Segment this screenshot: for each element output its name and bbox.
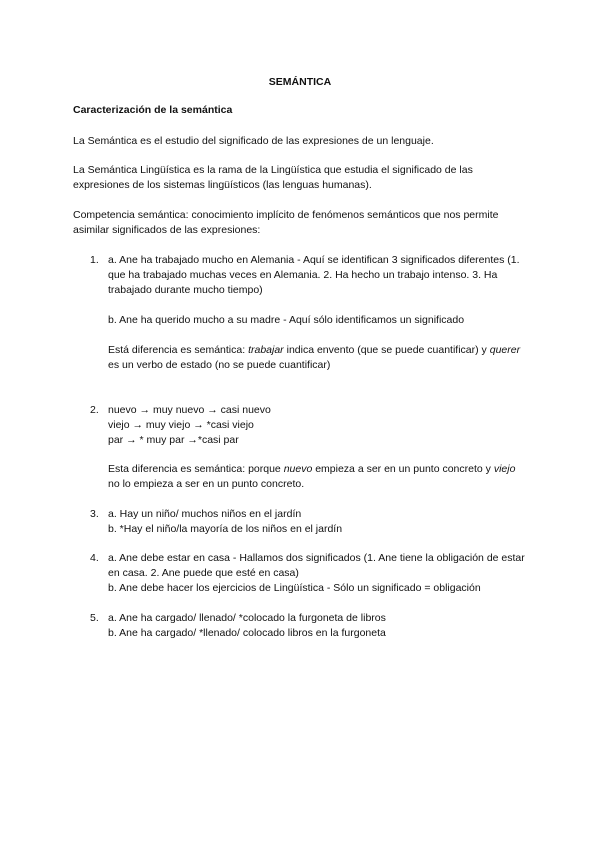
item1-a-line-3: trabajado durante mucho tiempo): [108, 284, 263, 296]
list-number-5: 5.: [90, 612, 99, 624]
item1-note-line-2: es un verbo de estado (no se puede cuantificar): [108, 359, 331, 371]
item1-b: b. Ane ha querido mucho a su madre - Aquí sólo identificamos un significado: [108, 314, 465, 326]
item5-line-1: a. Ane ha cargado/ llenado/ *colocado la furgoneta de libros: [108, 612, 386, 624]
item1-a-line-1: a. Ane ha trabajado mucho en Alemania - Aquí se identifican 3 significados diferentes (1.: [108, 254, 520, 266]
list-number-2: 2.: [90, 404, 99, 416]
item2-note-line-2: no lo empieza a ser en un punto concreto.: [108, 478, 305, 490]
item1-note-line-1: Está diferencia es semántica: trabajar indica envento (que se puede cuantificar) y querer: [108, 344, 521, 356]
paragraph-competence-line-1: Competencia semántica: conocimiento implícito de fenómenos semánticos que nos permite: [73, 209, 499, 221]
paragraph-linguistic-line-1: La Semántica Lingüística es la rama de la Lingüística que estudia el significado de las: [73, 164, 473, 176]
item3-line-2: b. *Hay el niño/la mayoría de los niños en el jardín: [108, 523, 343, 535]
item2-note-line-1: Esta diferencia es semántica: porque nuevo empieza a ser en un punto concreto y viejo: [108, 463, 516, 475]
item2-line-2: viejo → muy viejo → *casi viejo: [108, 419, 254, 431]
item4-line-3: b. Ane debe hacer los ejercicios de Lingüística - Sólo un significado = obligación: [108, 582, 481, 594]
list-number-1: 1.: [90, 254, 99, 266]
item1-a-line-2: que ha trabajado muchas veces en Alemania. 2. Ha hecho un trabajo intenso. 3. Ha: [108, 269, 498, 281]
page-title: SEMÁNTICA: [268, 76, 332, 88]
paragraph-definition: La Semántica es el estudio del significado de las expresiones de un lenguaje.: [73, 135, 434, 147]
item2-line-1: nuevo → muy nuevo → casi nuevo: [108, 404, 271, 416]
list-number-3: 3.: [90, 508, 99, 520]
item3-line-1: a. Hay un niño/ muchos niños en el jardín: [108, 508, 302, 520]
section-heading: Caracterización de la semántica: [73, 104, 233, 116]
paragraph-linguistic-line-2: expresiones de los sistemas lingüísticos (las lenguas humanas).: [73, 179, 372, 191]
item2-line-3: par → * muy par →*casi par: [108, 434, 239, 446]
item4-line-2: en casa. 2. Ane puede que esté en casa): [108, 567, 299, 579]
item5-line-2: b. Ane ha cargado/ *llenado/ colocado libros en la furgoneta: [108, 627, 386, 639]
list-number-4: 4.: [90, 552, 99, 564]
paragraph-competence-line-2: asimilar significados de las expresiones:: [73, 224, 261, 236]
item4-line-1: a. Ane debe estar en casa - Hallamos dos significados (1. Ane tiene la obligación de estar: [108, 552, 525, 564]
